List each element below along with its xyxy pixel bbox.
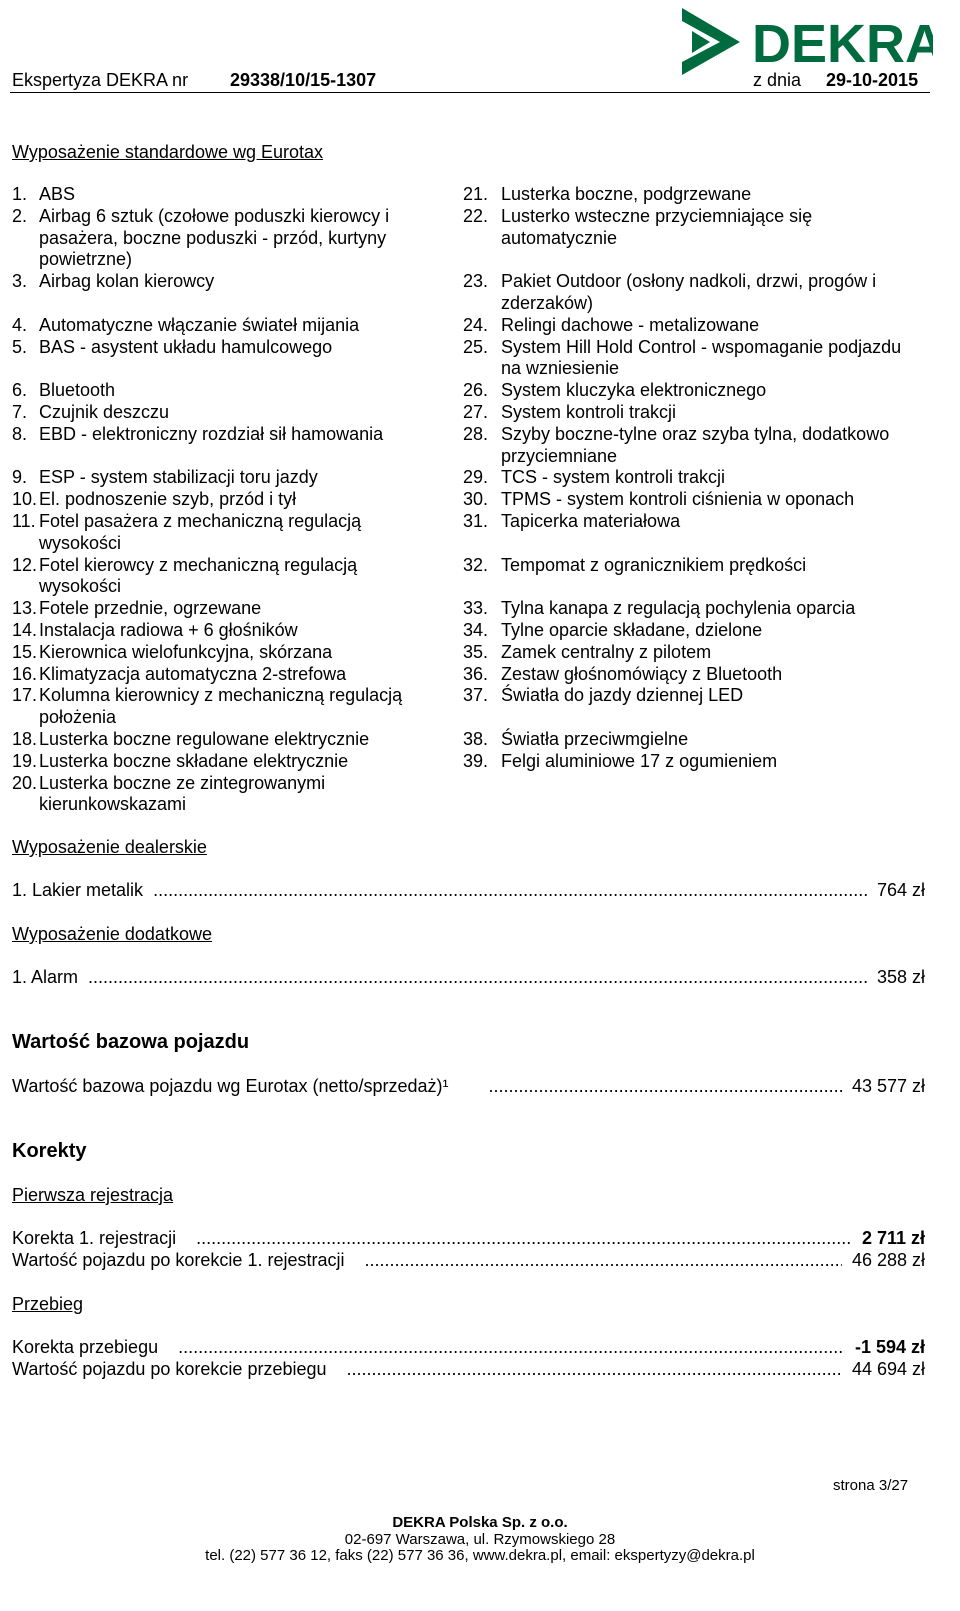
- date-label: z dnia: [753, 70, 802, 90]
- standard-list-right: [463, 184, 908, 773]
- list-item-text: Pakiet Outdoor (osłony nadkoli, drzwi, progów i zderzaków): [501, 271, 877, 313]
- list-item-number: 15.: [12, 641, 38, 662]
- list-item: [12, 337, 432, 381]
- base-value-heading: Wartość bazowa pojazdu: [12, 1031, 250, 1053]
- list-item-number: 21.: [463, 184, 489, 204]
- base-value-amount: 43 577 zł: [851, 1076, 925, 1096]
- list-item-text: Fotel pasażera z mechaniczną regulacją wysokości: [39, 510, 362, 553]
- list-item-number: 39.: [463, 750, 489, 771]
- list-item: [463, 511, 908, 555]
- list-item: [463, 751, 908, 773]
- list-item-number: 24.: [463, 314, 489, 335]
- list-item-text: Bluetooth: [39, 380, 116, 401]
- list-item-text: Lusterka boczne składane elektrycznie: [39, 750, 349, 771]
- base-value-row: [12, 1076, 925, 1097]
- list-item: [12, 751, 432, 773]
- list-item-text: TCS - system kontroli trakcji: [501, 467, 726, 488]
- list-item-number: 17.: [12, 685, 38, 706]
- footer-address: 02-697 Warszawa, ul. Rzymowskiego 28: [344, 1531, 616, 1548]
- list-item: [463, 271, 908, 315]
- list-item-text: Zamek centralny z pilotem: [501, 641, 712, 662]
- list-item-text: Lusterka boczne ze zintegrowanymi kierunkowskazami: [39, 772, 326, 815]
- page-number: [833, 1477, 908, 1494]
- list-item-text: Felgi aluminiowe 17 z ogumieniem: [501, 750, 778, 771]
- list-item-text: Airbag 6 sztuk (czołowe poduszki kierowcy i pasażera, boczne poduszki - przód, kurtyny powietrzne): [39, 205, 390, 270]
- list-item: [12, 467, 432, 489]
- dealer-item-row: [12, 880, 925, 901]
- list-item-text: BAS - asystent układu hamulcowego: [39, 336, 333, 357]
- extra-item-label: 1. Alarm: [12, 967, 79, 987]
- dekra-logo-mark-icon: [678, 4, 933, 76]
- list-item-number: 3.: [12, 271, 28, 292]
- registration-correction-label: Korekta 1. rejestracji: [12, 1228, 177, 1248]
- list-item: [12, 598, 432, 620]
- page-value: 3/27: [878, 1477, 909, 1494]
- standard-equipment-heading: Wyposażenie standardowe wg Eurotax: [12, 142, 324, 162]
- footer-contact: tel. (22) 577 36 12, faks (22) 577 36 36, www.dekra.pl, email: ekspertyzy@dekra.pl: [205, 1547, 755, 1564]
- list-item-text: Szyby boczne-tylne oraz szyba tylna, dodatkowo przyciemniane: [501, 423, 890, 466]
- value-after-mileage-amount: 44 694 zł: [851, 1359, 925, 1379]
- list-item: [12, 206, 432, 271]
- list-item: [463, 337, 908, 381]
- list-item-text: Airbag kolan kierowcy: [39, 271, 215, 292]
- list-item: [12, 664, 432, 686]
- mileage-correction-row: [12, 1337, 925, 1358]
- list-item: [12, 685, 432, 729]
- list-item: [12, 315, 432, 337]
- list-item-text: Zestaw głośnomówiący z Bluetooth: [501, 663, 783, 684]
- list-item: [463, 729, 908, 751]
- report-date: 29-10-2015: [826, 70, 919, 90]
- dekra-logo: [678, 4, 933, 76]
- list-item: [463, 685, 908, 729]
- registration-heading: Pierwsza rejestracja: [12, 1185, 174, 1205]
- list-item: [12, 642, 432, 664]
- mileage-correction-label: Korekta przebiegu: [12, 1337, 159, 1357]
- list-item-number: 13.: [12, 598, 38, 619]
- list-item-number: 11.: [12, 510, 36, 531]
- value-after-registration-row: [12, 1250, 925, 1271]
- extra-item-value: 358 zł: [876, 967, 925, 987]
- list-item-number: 2.: [12, 205, 28, 226]
- value-after-registration-label: Wartość pojazdu po korekcie 1. rejestracji: [12, 1250, 345, 1270]
- list-item: [12, 773, 432, 817]
- list-item-number: 29.: [463, 467, 489, 488]
- list-item-number: 12.: [12, 554, 38, 575]
- list-item: [463, 467, 908, 489]
- list-item-text: Automatyczne włączanie świateł mijania: [39, 314, 360, 335]
- list-item: [463, 642, 908, 664]
- dot-leader: [196, 1228, 852, 1249]
- registration-correction-row: [12, 1228, 925, 1249]
- list-item: [463, 206, 908, 271]
- list-item: [463, 380, 908, 402]
- list-item: [463, 620, 908, 642]
- list-item: [12, 271, 432, 315]
- list-item-text: Tapicerka materiałowa: [501, 510, 681, 531]
- list-item-number: 31.: [463, 510, 489, 531]
- extra-equipment-heading: Wyposażenie dodatkowe: [12, 924, 212, 944]
- header-divider: [10, 92, 930, 93]
- list-item-number: 32.: [463, 554, 489, 575]
- list-item-text: Lusterko wsteczne przyciemniające się automatycznie: [501, 205, 813, 248]
- list-item: [463, 598, 908, 620]
- list-item-text: Klimatyzacja automatyczna 2-strefowa: [39, 663, 347, 684]
- list-item: [463, 402, 908, 424]
- list-item-number: 26.: [463, 380, 489, 401]
- dot-leader: [364, 1250, 841, 1271]
- list-item-number: 16.: [12, 663, 38, 684]
- list-item-text: TPMS - system kontroli ciśnienia w oponach: [501, 489, 855, 510]
- dealer-item-value: 764 zł: [876, 880, 925, 900]
- list-item-text: Kierownica wielofunkcyjna, skórzana: [39, 641, 333, 662]
- list-item-number: 22.: [463, 205, 489, 226]
- list-item-text: Światła do jazdy dziennej LED: [501, 685, 744, 706]
- list-item-number: 19.: [12, 750, 38, 771]
- value-after-mileage-label: Wartość pojazdu po korekcie przebiegu: [12, 1359, 327, 1379]
- standard-list-left: [12, 184, 432, 816]
- dealer-equipment-heading: Wyposażenie dealerskie: [12, 837, 207, 857]
- list-item: [463, 184, 908, 206]
- list-item-text: Fotel kierowcy z mechaniczną regulacją wysokości: [39, 554, 358, 597]
- report-number: 29338/10/15-1307: [230, 70, 377, 90]
- list-item-number: 36.: [463, 663, 489, 684]
- list-item-number: 4.: [12, 314, 28, 335]
- list-item-number: 7.: [12, 401, 28, 422]
- list-item-text: ABS: [39, 184, 76, 204]
- list-item: [12, 184, 432, 206]
- list-item-number: 18.: [12, 728, 38, 749]
- list-item-text: System Hill Hold Control - wspomaganie podjazdu na wzniesienie: [501, 336, 902, 379]
- list-item-number: 37.: [463, 685, 489, 706]
- list-item: [12, 729, 432, 751]
- list-item-text: Lusterka boczne regulowane elektrycznie: [39, 728, 370, 749]
- list-item-number: 23.: [463, 271, 489, 292]
- list-item: [12, 489, 432, 511]
- dot-leader: [489, 1076, 842, 1097]
- list-item-number: 34.: [463, 619, 489, 640]
- list-item: [463, 489, 908, 511]
- list-item-number: 38.: [463, 728, 489, 749]
- list-item-text: Fotele przednie, ogrzewane: [39, 598, 262, 619]
- list-item-text: System kontroli trakcji: [501, 401, 677, 422]
- list-item-number: 27.: [463, 401, 489, 422]
- value-after-registration-amount: 46 288 zł: [851, 1250, 925, 1270]
- dot-leader: [178, 1337, 845, 1358]
- list-item-text: Relingi dachowe - metalizowane: [501, 314, 760, 335]
- list-item: [463, 315, 908, 337]
- dot-leader: [153, 880, 867, 901]
- list-item: [12, 424, 432, 468]
- list-item-number: 6.: [12, 380, 28, 401]
- list-item-number: 30.: [463, 489, 489, 510]
- list-item: [463, 555, 908, 599]
- list-item-number: 28.: [463, 423, 489, 444]
- list-item-text: Instalacja radiowa + 6 głośników: [39, 619, 298, 640]
- base-value-label: Wartość bazowa pojazdu wg Eurotax (netto/sprzedaż)¹: [12, 1076, 449, 1096]
- list-item-number: 14.: [12, 619, 38, 640]
- list-item: [463, 664, 908, 686]
- registration-correction-value: 2 711 zł: [861, 1228, 925, 1248]
- list-item-text: EBD - elektroniczny rozdział sił hamowania: [39, 423, 384, 444]
- report-title-label: Ekspertyza DEKRA nr: [12, 70, 189, 90]
- list-item-text: System kluczyka elektronicznego: [501, 380, 767, 401]
- mileage-correction-value: -1 594 zł: [854, 1337, 925, 1357]
- list-item-number: 8.: [12, 423, 28, 444]
- dealer-item-label: 1. Lakier metalik: [12, 880, 144, 900]
- list-item-text: Światła przeciwmgielne: [501, 728, 689, 749]
- list-item-text: Tylne oparcie składane, dzielone: [501, 619, 763, 640]
- list-item-number: 33.: [463, 598, 489, 619]
- value-after-mileage-row: [12, 1359, 925, 1380]
- list-item-number: 1.: [12, 184, 28, 204]
- list-item: [463, 424, 908, 468]
- list-item-number: 20.: [12, 772, 38, 793]
- list-item: [12, 402, 432, 424]
- list-item-text: Czujnik deszczu: [39, 401, 170, 422]
- list-item-text: El. podnoszenie szyb, przód i tył: [39, 489, 297, 510]
- page-label: strona: [833, 1477, 875, 1494]
- list-item-number: 10.: [12, 489, 38, 510]
- dot-leader: [88, 967, 867, 988]
- list-item: [12, 511, 432, 555]
- extra-item-row: [12, 967, 925, 988]
- list-item-text: Tempomat z ogranicznikiem prędkości: [501, 554, 807, 575]
- list-item: [12, 620, 432, 642]
- list-item-text: Lusterka boczne, podgrzewane: [501, 184, 752, 204]
- dot-leader: [347, 1359, 842, 1380]
- corrections-heading: Korekty: [12, 1140, 87, 1162]
- list-item-text: Tylna kanapa z regulacją pochylenia oparcia: [501, 598, 856, 619]
- list-item-number: 25.: [463, 336, 489, 357]
- list-item: [12, 555, 432, 599]
- footer-company: DEKRA Polska Sp. z o.o.: [392, 1514, 568, 1531]
- dekra-logo-text: DEKRA: [752, 14, 933, 74]
- list-item-number: 35.: [463, 641, 489, 662]
- list-item-number: 5.: [12, 336, 28, 357]
- list-item-number: 9.: [12, 467, 28, 488]
- list-item-text: Kolumna kierownicy z mechaniczną regulacją położenia: [39, 685, 403, 728]
- mileage-heading: Przebieg: [12, 1294, 84, 1314]
- list-item-text: ESP - system stabilizacji toru jazdy: [39, 467, 318, 488]
- list-item: [12, 380, 432, 402]
